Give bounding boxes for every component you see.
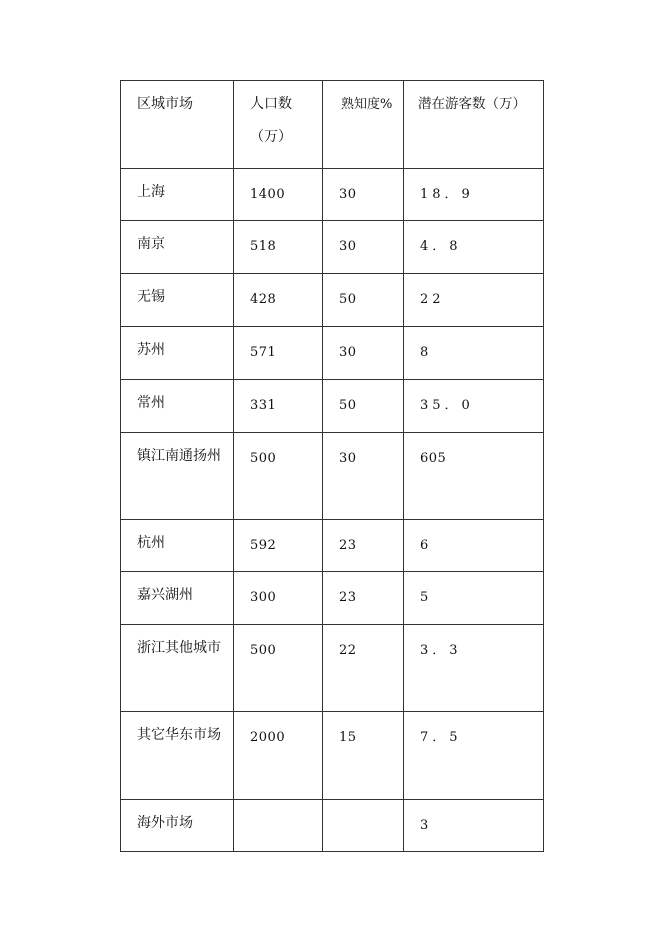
- awareness-cell: 30: [323, 169, 404, 221]
- population-cell: 571: [234, 327, 323, 380]
- potential-cell: 3: [404, 800, 544, 852]
- header-cell: 人口数（万）: [234, 81, 323, 169]
- table-row: [121, 221, 544, 274]
- region-cell: 南京: [121, 221, 234, 274]
- region-cell: 常州: [121, 380, 234, 433]
- potential-cell: 3．3: [404, 625, 544, 712]
- region-cell: 苏州: [121, 327, 234, 380]
- population-cell: 500: [234, 625, 323, 712]
- table-row: [121, 380, 544, 433]
- table-row: [121, 800, 544, 852]
- awareness-cell: 22: [323, 625, 404, 712]
- population-cell: 331: [234, 380, 323, 433]
- potential-cell: 5: [404, 572, 544, 625]
- potential-cell: 6: [404, 520, 544, 572]
- population-cell: [234, 800, 323, 852]
- awareness-cell: 50: [323, 380, 404, 433]
- potential-cell: 4．8: [404, 221, 544, 274]
- header-cell: 熟知度%: [323, 81, 404, 169]
- header-cell: 潜在游客数（万）: [404, 81, 544, 169]
- table-row: [121, 520, 544, 572]
- potential-cell: 605: [404, 433, 544, 520]
- population-cell: 300: [234, 572, 323, 625]
- potential-cell: 8: [404, 327, 544, 380]
- population-cell: 2000: [234, 712, 323, 800]
- table-row: [121, 433, 544, 520]
- awareness-cell: 15: [323, 712, 404, 800]
- potential-cell: 22: [404, 274, 544, 327]
- table-row: [121, 712, 544, 800]
- population-cell: 500: [234, 433, 323, 520]
- table-row: [121, 169, 544, 221]
- table-row: [121, 274, 544, 327]
- market-table: [120, 80, 544, 852]
- population-cell: 518: [234, 221, 323, 274]
- header-cell: 区城市场: [121, 81, 234, 169]
- table-row: [121, 327, 544, 380]
- region-cell: 镇江南通扬州: [121, 433, 234, 520]
- potential-cell: 18．9: [404, 169, 544, 221]
- region-cell: 浙江其他城市: [121, 625, 234, 712]
- potential-cell: 35．0: [404, 380, 544, 433]
- awareness-cell: 23: [323, 520, 404, 572]
- potential-cell: 7．5: [404, 712, 544, 800]
- awareness-cell: [323, 800, 404, 852]
- awareness-cell: 30: [323, 221, 404, 274]
- awareness-cell: 30: [323, 433, 404, 520]
- region-cell: 海外市场: [121, 800, 234, 852]
- table-row: [121, 572, 544, 625]
- region-cell: 杭州: [121, 520, 234, 572]
- awareness-cell: 30: [323, 327, 404, 380]
- population-cell: 1400: [234, 169, 323, 221]
- region-cell: 无锡: [121, 274, 234, 327]
- table-row: [121, 625, 544, 712]
- region-cell: 嘉兴湖州: [121, 572, 234, 625]
- population-cell: 428: [234, 274, 323, 327]
- table-header-row: [121, 81, 544, 169]
- population-cell: 592: [234, 520, 323, 572]
- region-cell: 其它华东市场: [121, 712, 234, 800]
- awareness-cell: 23: [323, 572, 404, 625]
- region-cell: 上海: [121, 169, 234, 221]
- awareness-cell: 50: [323, 274, 404, 327]
